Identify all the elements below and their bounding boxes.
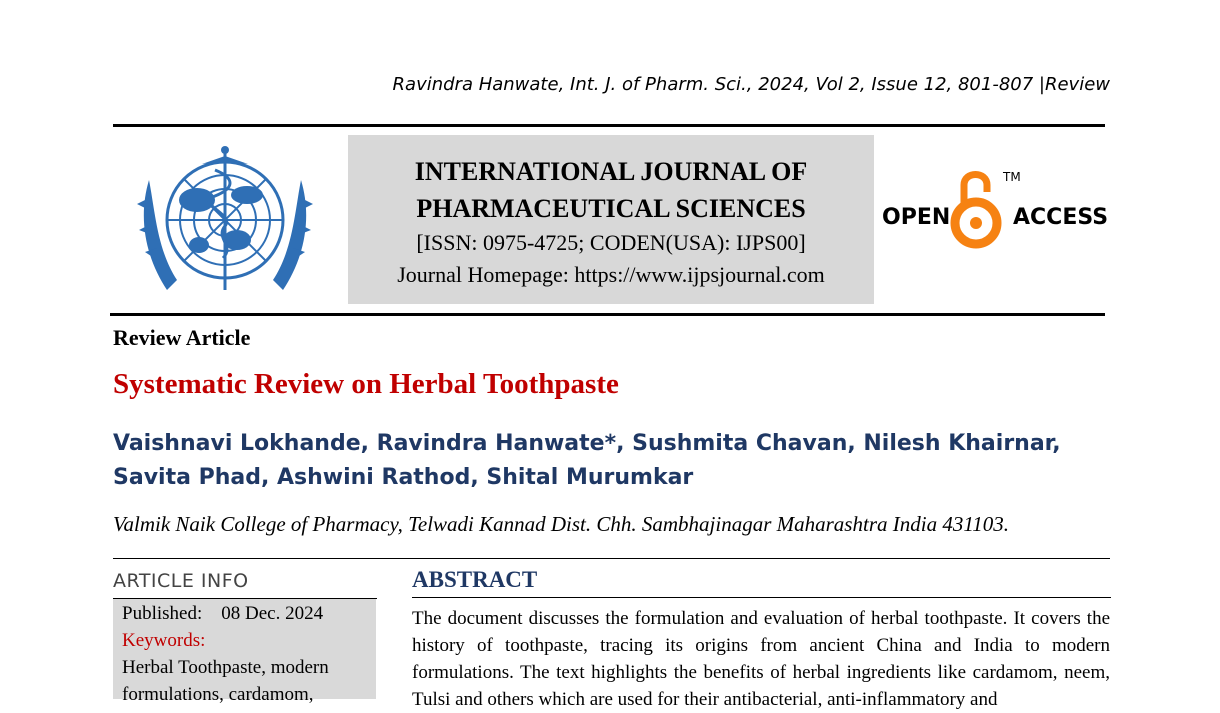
open-label: OPEN — [882, 205, 951, 230]
citation-line: Ravindra Hanwate, Int. J. of Pharm. Sci., 2024, Vol 2, Issue 12, 801-807 |Review — [392, 74, 1110, 95]
published-row — [122, 600, 367, 627]
published-date: 08 Dec. 2024 — [221, 603, 324, 624]
top-rule — [113, 124, 1105, 127]
keywords-text: Herbal Toothpaste, modern formulations, cardamom, — [122, 657, 329, 705]
author-list — [113, 427, 1103, 495]
published-label: Published: — [122, 603, 203, 624]
author-line: Vaishnavi Lokhande, Ravindra Hanwate*, Sushmita Chavan, Nilesh Khairnar, — [113, 431, 1061, 456]
keywords-label: Keywords: — [122, 630, 206, 651]
article-type-label: Review Article — [113, 325, 251, 350]
journal-issn: [ISSN: 0975-4725; CODEN(USA): IJPS00] — [416, 230, 806, 255]
banner-bottom-rule — [110, 313, 1105, 316]
article-title: Systematic Review on Herbal Toothpaste — [113, 368, 619, 400]
open-access-logo — [882, 165, 1112, 253]
trademark-label: TM — [1003, 170, 1021, 184]
access-label: ACCESS — [1013, 205, 1109, 230]
abstract-heading: ABSTRACT — [412, 567, 538, 592]
affiliation: Valmik Naik College of Pharmacy, Telwadi Kannad Dist. Chh. Sambhajinagar Maharashtra India 431103. — [113, 512, 1010, 536]
journal-homepage: Journal Homepage: https://www.ijpsjournal.com — [397, 262, 825, 287]
article-info-heading: ARTICLE INFO — [113, 570, 249, 592]
affiliation-rule — [113, 558, 1110, 559]
author-line: Savita Phad, Ashwini Rathod, Shital Murumkar — [113, 465, 694, 490]
abstract-text: The document discusses the formulation and evaluation of herbal toothpaste. It covers the history of toothpaste, tracing its origins from ancient China and India to modern formulations. The text highlights the benefits of herbal ingredients like cardamom, neem, Tulsi and others which are used for their antibacterial, anti-inflammatory and — [412, 608, 1110, 710]
article-info-box — [113, 599, 376, 705]
journal-banner — [348, 135, 874, 304]
journal-name: INTERNATIONAL JOURNAL OF PHARMACEUTICAL SCIENCES — [414, 157, 808, 223]
journal-emblem-logo — [127, 140, 323, 305]
abstract-rule — [412, 597, 1111, 598]
open-lock-icon — [955, 175, 997, 245]
